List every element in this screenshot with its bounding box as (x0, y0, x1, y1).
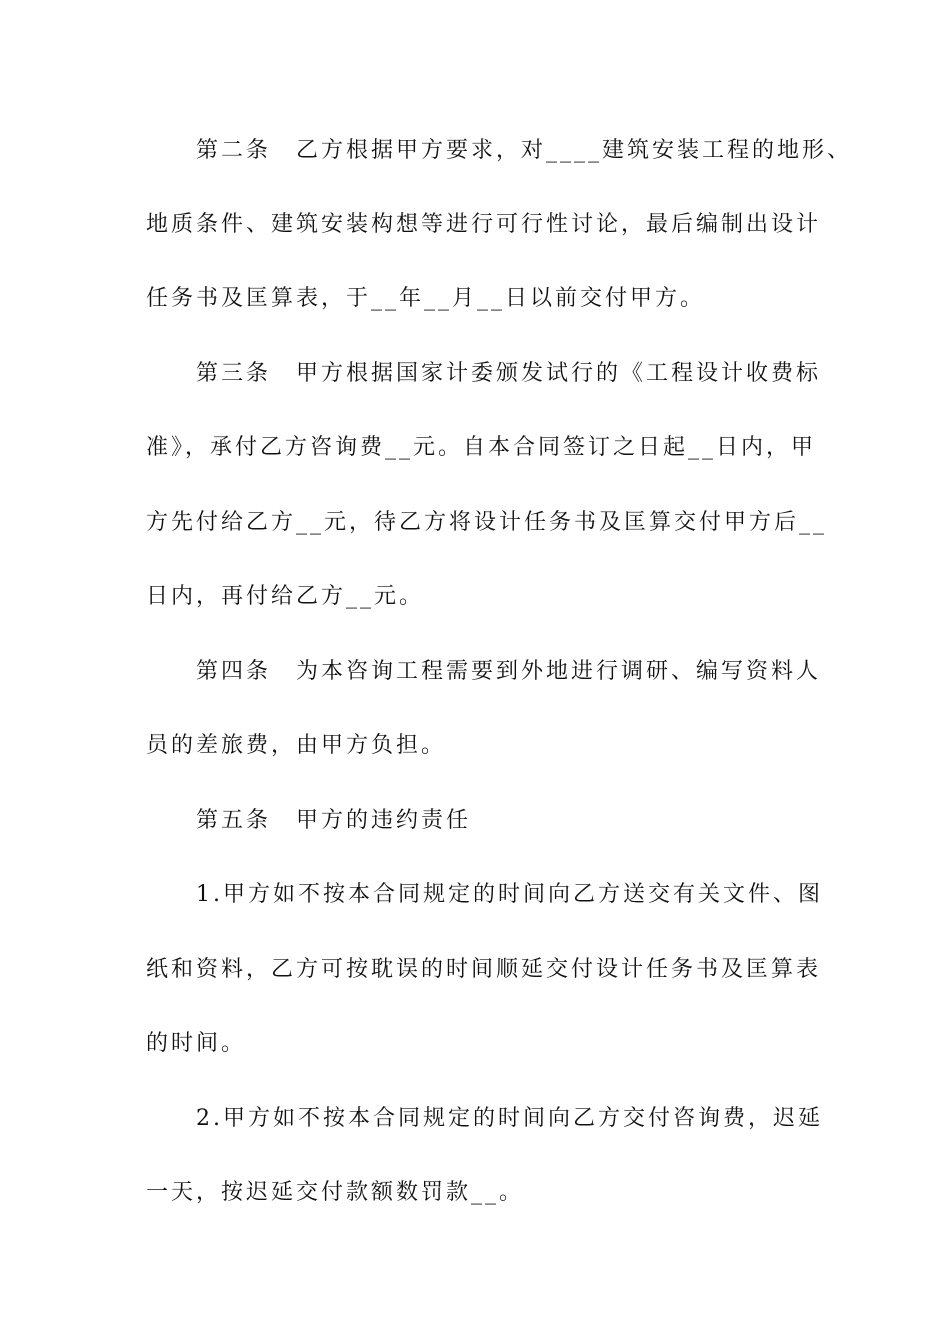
text-line: 方先付给乙方__元，待乙方将设计任务书及匡算交付甲方后__ (146, 510, 828, 535)
text-line: 第五条 甲方的违约责任 (146, 808, 472, 833)
text-line: 纸和资料，乙方可按耽误的时间顺延交付设计任务书及匡算表 (146, 957, 822, 982)
text-line: 一天，按迟延交付款额数罚款__。 (146, 1180, 525, 1205)
text-line: 1.甲方如不按本合同规定的时间向乙方送交有关文件、图 (146, 882, 823, 907)
text-line: 任务书及匡算表，于__年__月__日以前交付甲方。 (146, 286, 706, 311)
text-line: 准》，承付乙方咨询费__元。自本合同签订之日起__日内，甲 (146, 435, 817, 460)
text-line: 日内，再付给乙方__元。 (146, 584, 425, 609)
text-line: 2.甲方如不按本合同规定的时间向乙方交付咨询费，迟延 (146, 1106, 823, 1131)
text-line: 第二条 乙方根据甲方要求，对____建筑安装工程的地形、 (146, 138, 853, 163)
text-line: 地质条件、建筑安装构想等进行可行性讨论，最后编制出设计 (146, 212, 822, 237)
text-line: 第三条 甲方根据国家计委颁发试行的《工程设计收费标 (146, 361, 822, 386)
text-line: 的时间。 (146, 1031, 247, 1056)
text-line: 第四条 为本咨询工程需要到外地进行调研、编写资料人 (146, 659, 822, 684)
text-line: 员的差旅费，由甲方负担。 (146, 733, 447, 758)
